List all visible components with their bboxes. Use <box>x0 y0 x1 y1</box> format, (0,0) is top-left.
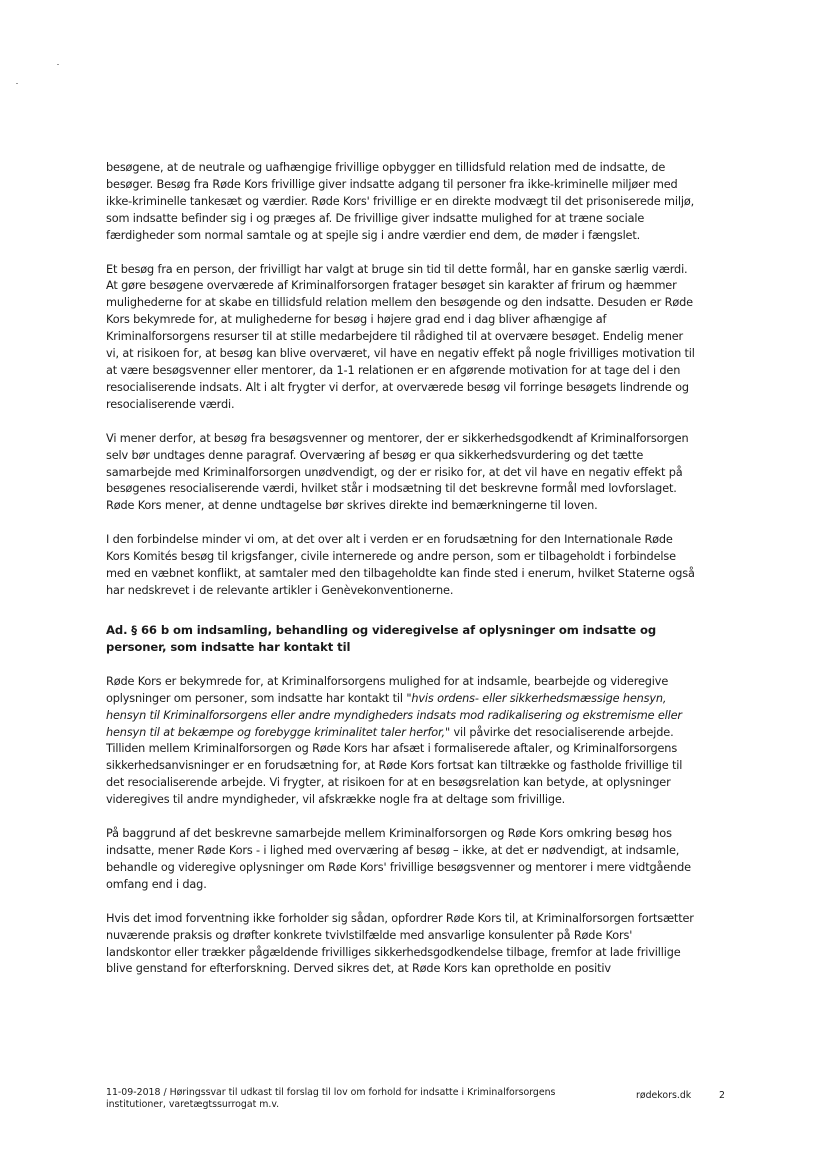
paragraph-icrc: I den forbindelse minder vi om, at det over alt i verden er en forudsætning for den Internationale Røde Kors Komités besøg til krigsfanger, civile internerede og andre person, som er tilbageholdt i forbindelse med en væbnet konflikt, at samtaler med den tilbageholdte kan finde sted i enerum, hvilket Staterne også har nedskrevet i de relevante artikler i Genèvekonventionerne. <box>106 533 695 597</box>
paragraph-cooperation: På baggrund af det beskrevne samarbejde mellem Kriminalforsorgen og Røde Kors omkring besøg hos indsatte, mener Røde Kors - i lighed med overværing af besøg – ikke, at det er nødvendigt, at indsamle, behandle og videregive oplysninger om Røde Kors' frivillige besøgsvenner og mentorer i mere vidtgående omfang end i dag. <box>106 827 691 891</box>
law-quote: "hvis ordens- eller sikkerhedsmæssige hensyn, hensyn til Kriminalforsorgens eller andre myndigheders indsats mod radikalisering og ekstremisme eller hensyn til at bekæmpe og forebygge kriminalitet taler herfor," <box>106 691 682 739</box>
section-heading: Ad. § 66 b om indsamling, behandling og videregivelse af oplysninger om indsatte og personer, som indsatte har kontakt til <box>106 622 657 654</box>
footer-website: rødekors.dk <box>636 1090 692 1101</box>
paragraph-recommendation: Hvis det imod forventning ikke forholder sig sådan, opfordrer Røde Kors til, at Kriminalforsorgen fortsætter nuværende praksis og drøfter konkrete tvivlstilfælde med ansvarlige konsulenter på Røde Kors' landskontor eller trækker pågældende frivilliges sikkerhedsgodkendelse tilbage, fremfor at lade frivillige blive genstand for efterforskning. Derved sikres det, at Røde Kors kan opretholde en positiv <box>106 911 694 976</box>
paragraph-data-collection <box>106 674 698 809</box>
paragraph-text: Røde Kors er bekymrede for, at Kriminalforsorgens mulighed for at indsamle, bearbejde og videregive oplysninger om personer, som indsatte har kontakt til <box>106 674 669 705</box>
scan-speck <box>57 64 59 65</box>
paragraph-text: vil påvirke det resocialiserende arbejde. Tilliden mellem Kriminalforsorgen og Røde Kors har afsæt i formaliserede aftaler, og Kriminalforsorgens sikkerhedsanvisninger er en forudsætning for, at Røde Kors fortsat kan tiltrække og fastholde frivillige til det resocialiserende arbejde. Vi frygter, at risikoen for at en besøgsrelation kan betyde, at oplysninger videregives til andre myndigheder, vil afskrække nogle fra at deltage som frivillige. <box>106 725 683 807</box>
paragraph-exemption: Vi mener derfor, at besøg fra besøgsvenner og mentorer, der er sikkerhedsgodkendt af Kriminalforsorgen selv bør undtages denne paragraf. Overværing af besøg er qua sikkerhedsvurdering og det tætte samarbejde med Kriminalforsorgen unødvendigt, og der er risiko for, at det vil have en negativ effekt på besøgenes resocialiserende værdi, hvilket står i modsætning til det beskrevne formål med lovforslaget. Røde Kors mener, at denne undtagelse bør skrives direkte ind bemærkningerne til loven. <box>106 431 689 513</box>
scan-speck <box>16 83 18 84</box>
footer-reference: 11-09-2018 / Høringssvar til udkast til forslag til lov om forhold for indsatte i Kriminalforsorgens institutioner, varetægtssurrogat m.v. <box>106 1087 556 1110</box>
paragraph-visit-value: besøgene, at de neutrale og uafhængige frivillige opbygger en tillidsfuld relation med de indsatte, de besøger. Besøg fra Røde Kors frivillige giver indsatte adgang til personer fra ikke-kriminelle miljøer med ikke-kriminelle tankesæt og værdier. Røde Kors' frivillige er en direkte modvægt til det prisoniserede miljø, som indsatte befinder sig i og præges af. De frivillige giver indsatte mulighed for at træne sociale færdigheder som normal samtale og at spejle sig i andre værdier end dem, de møder i fængslet. <box>106 161 695 242</box>
page-number: 2 <box>719 1090 725 1101</box>
body-text <box>106 160 698 995</box>
paragraph-supervised-visits: Et besøg fra en person, der frivilligt har valgt at bruge sin tid til dette formål, har en ganske særlig værdi. At gøre besøgene overværede af Kriminalforsorgen fratager besøget sin karakter af frirum og hæmmer mulighederne for at skabe en tillidsfuld relation mellem den besøgende og den indsatte. Desuden er Røde Kors bekymrede for, at mulighederne for besøg i højere grad end i dag bliver afhængige af Kriminalforsorgens resurser til at stille medarbejdere til rådighed til at overvære besøget. Endelig mener vi, at risikoen for, at besøg kan blive overværet, vil have en negativ effekt på nogle frivilliges motivation til at være besøgsvenner eller mentorer, da 1-1 relationen er en afgørende motivation for at tage del i den resocialiserende indsats. Alt i alt frygter vi derfor, at overværede besøg vil forringe besøgets lindrende og resocialiserende værdi. <box>106 262 695 411</box>
